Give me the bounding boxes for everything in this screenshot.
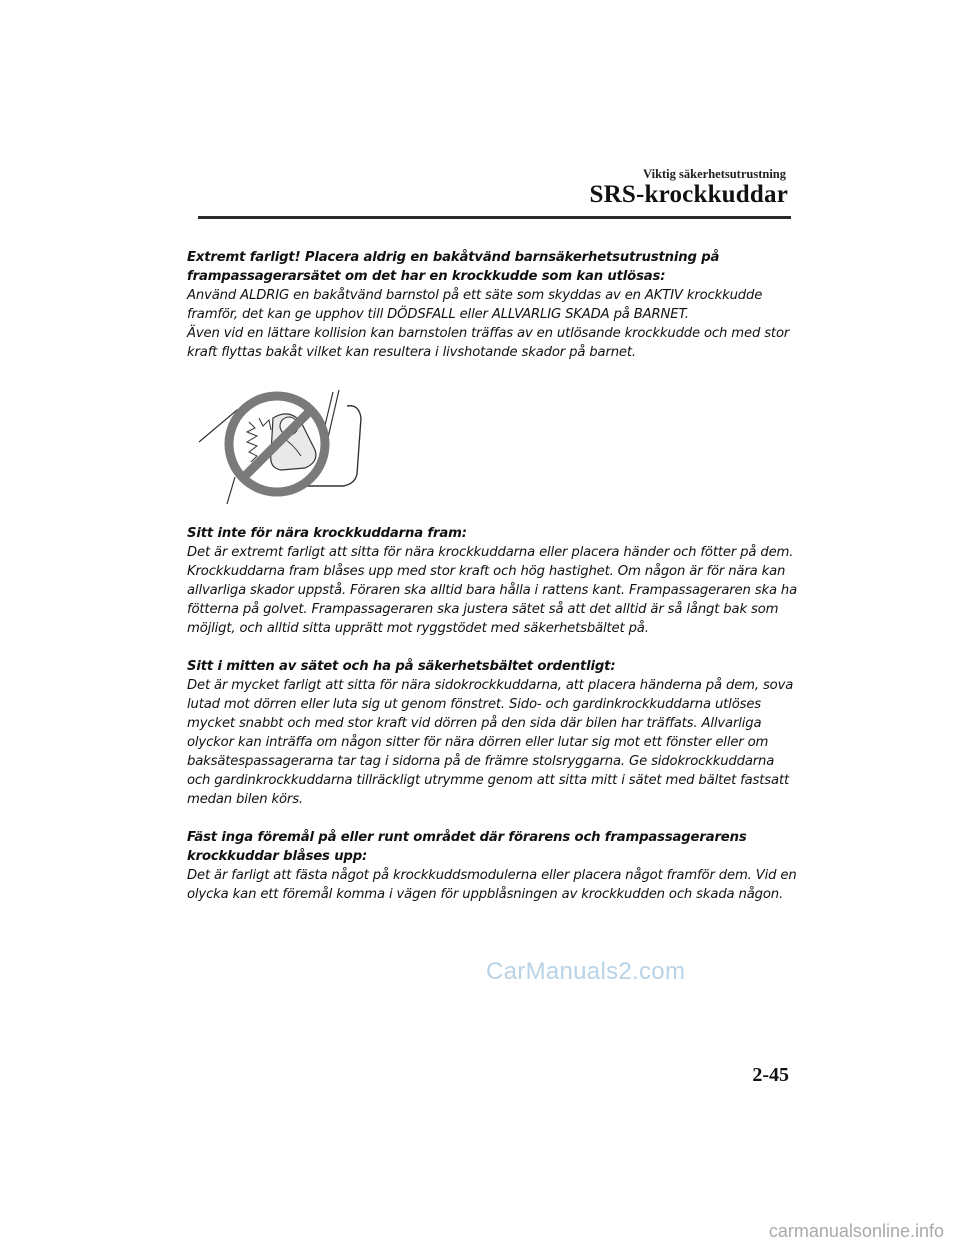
no-rear-facing-child-seat-icon xyxy=(197,382,377,506)
warning-heading-4: Fäst inga föremål på eller runt området där förarens och frampassagerarens krockkuddar blåses upp: xyxy=(187,830,747,864)
footer-site-link[interactable]: carmanualsonline.info xyxy=(768,1221,944,1241)
header-divider xyxy=(198,216,791,219)
warning-text-2: Det är extremt farligt att sitta för nära krockkuddarna eller placera händer och fötter på dem. Krockkuddarna fram blåses upp med stor kraft och hög hastighet. Om någon är för nära kan allvarliga skador uppstå. Föraren ska alltid bara hålla i rattens kant. Frampassageraren ska ha fötterna på golvet. Frampassageraren ska justera sätet så att det alltid är så långt bak som möjligt, och alltid sitta upprätt mot ryggstödet med säkerhetsbältet på. xyxy=(187,545,798,636)
warning-heading-1: Extremt farligt! Placera aldrig en bakåtvänd barnsäkerhetsutrustning på frampassagerarsätet om det har en krockkudde som kan utlösas: xyxy=(187,250,720,284)
warning-heading-2: Sitt inte för nära krockkuddarna fram: xyxy=(187,526,467,541)
warning-text-4: Det är farligt att fästa något på krockkuddsmodulerna eller placera något framför dem. Vid en olycka kan ett föremål komma i vägen för uppblåsningen av krockkudden och skada någon. xyxy=(187,868,797,902)
warning-text-1: Använd ALDRIG en bakåtvänd barnstol på ett säte som skyddas av en AKTIV krockkudde framför, det kan ge upphov till DÖDSFALL eller ALLVARLIG SKADA på BARNET. xyxy=(187,288,763,322)
warning-text-3: Det är mycket farligt att sitta för nära sidokrockkuddarna, att placera händerna på dem, sova lutad mot dörren eller luta sig ut genom fönstret. Sido- och gardinkrockkuddarna utlöses mycket snabbt och med stor kraft vid dörren på den sida där bilen har träffats. Allvarliga olyckor kan inträffa om någon sitter för nära dörren eller lutar sig mot ett fönster eller om baksätespassagerarna tar tag i sidorna på de främre stolsryggarna. Ge sidokrockkuddarna och gardinkrockkuddarna tillräckligt utrymme genom att sitta mitt i sätet med bältet fastsatt medan bilen körs. xyxy=(187,678,794,807)
warning-text-1b: Även vid en lättare kollision kan barnstolen träffas av en utlösande krockkudde och med stor kraft flyttas bakåt vilket kan resultera i livshotande skador på barnet. xyxy=(187,326,790,360)
child-seat-illustration xyxy=(187,362,799,524)
page-number: 2-45 xyxy=(752,1064,789,1086)
section-subtitle: Viktig säkerhetsutrustning xyxy=(643,167,786,181)
watermark: CarManuals2.com xyxy=(486,958,686,985)
warning-heading-3: Sitt i mitten av sätet och ha på säkerhetsbältet ordentligt: xyxy=(187,659,616,674)
page-title: SRS-krockkuddar xyxy=(589,181,788,208)
warning-content xyxy=(187,248,799,904)
